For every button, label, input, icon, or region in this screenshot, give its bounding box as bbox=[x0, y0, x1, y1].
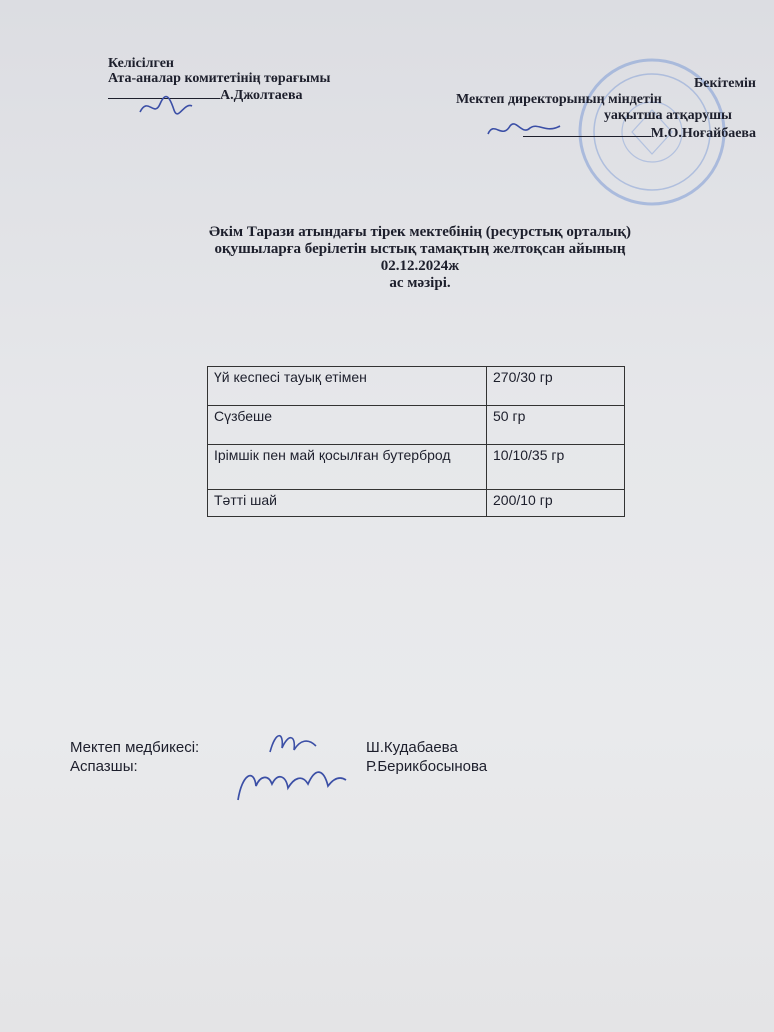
agreed-name: А.Джолтаева bbox=[220, 88, 303, 103]
title-line-1: Әкім Тарази атындағы тірек мектебінің (ресурстық орталық) bbox=[209, 224, 631, 240]
signature-icon bbox=[484, 114, 564, 144]
document-title bbox=[150, 224, 690, 292]
approved-position-2: уақытша атқарушы bbox=[604, 108, 732, 123]
signature-icon bbox=[262, 724, 322, 760]
dish-cell: Сүзбеше bbox=[208, 406, 487, 445]
approved-position-1: Мектеп директорының міндетін bbox=[456, 92, 662, 107]
signature-role: Мектеп медбикесі: bbox=[70, 739, 200, 756]
dish-cell: Ірімшік пен май қосылған бутерброд bbox=[208, 445, 487, 490]
portion-cell: 50 гр bbox=[487, 406, 625, 445]
signature-name: Р.Берикбосынова bbox=[366, 758, 488, 775]
title-line-2: оқушыларға берілетін ыстық тамақтың желтоқсан айының bbox=[214, 241, 626, 257]
table-row bbox=[208, 490, 625, 517]
approved-name: М.О.Ноғайбаева bbox=[650, 126, 756, 141]
table-row bbox=[208, 367, 625, 406]
dish-cell: Үй кеспесі тауық етімен bbox=[208, 367, 487, 406]
signature-icon bbox=[232, 760, 350, 812]
signature-name: Ш.Кудабаева bbox=[366, 739, 458, 756]
dish-cell: Тәтті шай bbox=[208, 490, 487, 517]
agreed-position: Ата-аналар комитетінің төрағымы bbox=[108, 71, 331, 86]
portion-cell: 200/10 гр bbox=[487, 490, 625, 517]
title-line-4: ас мәзірі. bbox=[389, 275, 451, 291]
portion-cell: 10/10/35 гр bbox=[487, 445, 625, 490]
signature-row-nurse bbox=[70, 738, 590, 758]
portion-cell: 270/30 гр bbox=[487, 367, 625, 406]
agreed-heading: Келісілген bbox=[108, 56, 174, 71]
signature-role: Аспазшы: bbox=[70, 758, 138, 775]
table-row bbox=[208, 445, 625, 490]
signature-icon bbox=[136, 92, 196, 120]
table-row bbox=[208, 406, 625, 445]
approved-heading: Бекітемін bbox=[693, 76, 756, 91]
title-date: 02.12.2024ж bbox=[380, 258, 460, 274]
menu-table bbox=[207, 366, 625, 517]
